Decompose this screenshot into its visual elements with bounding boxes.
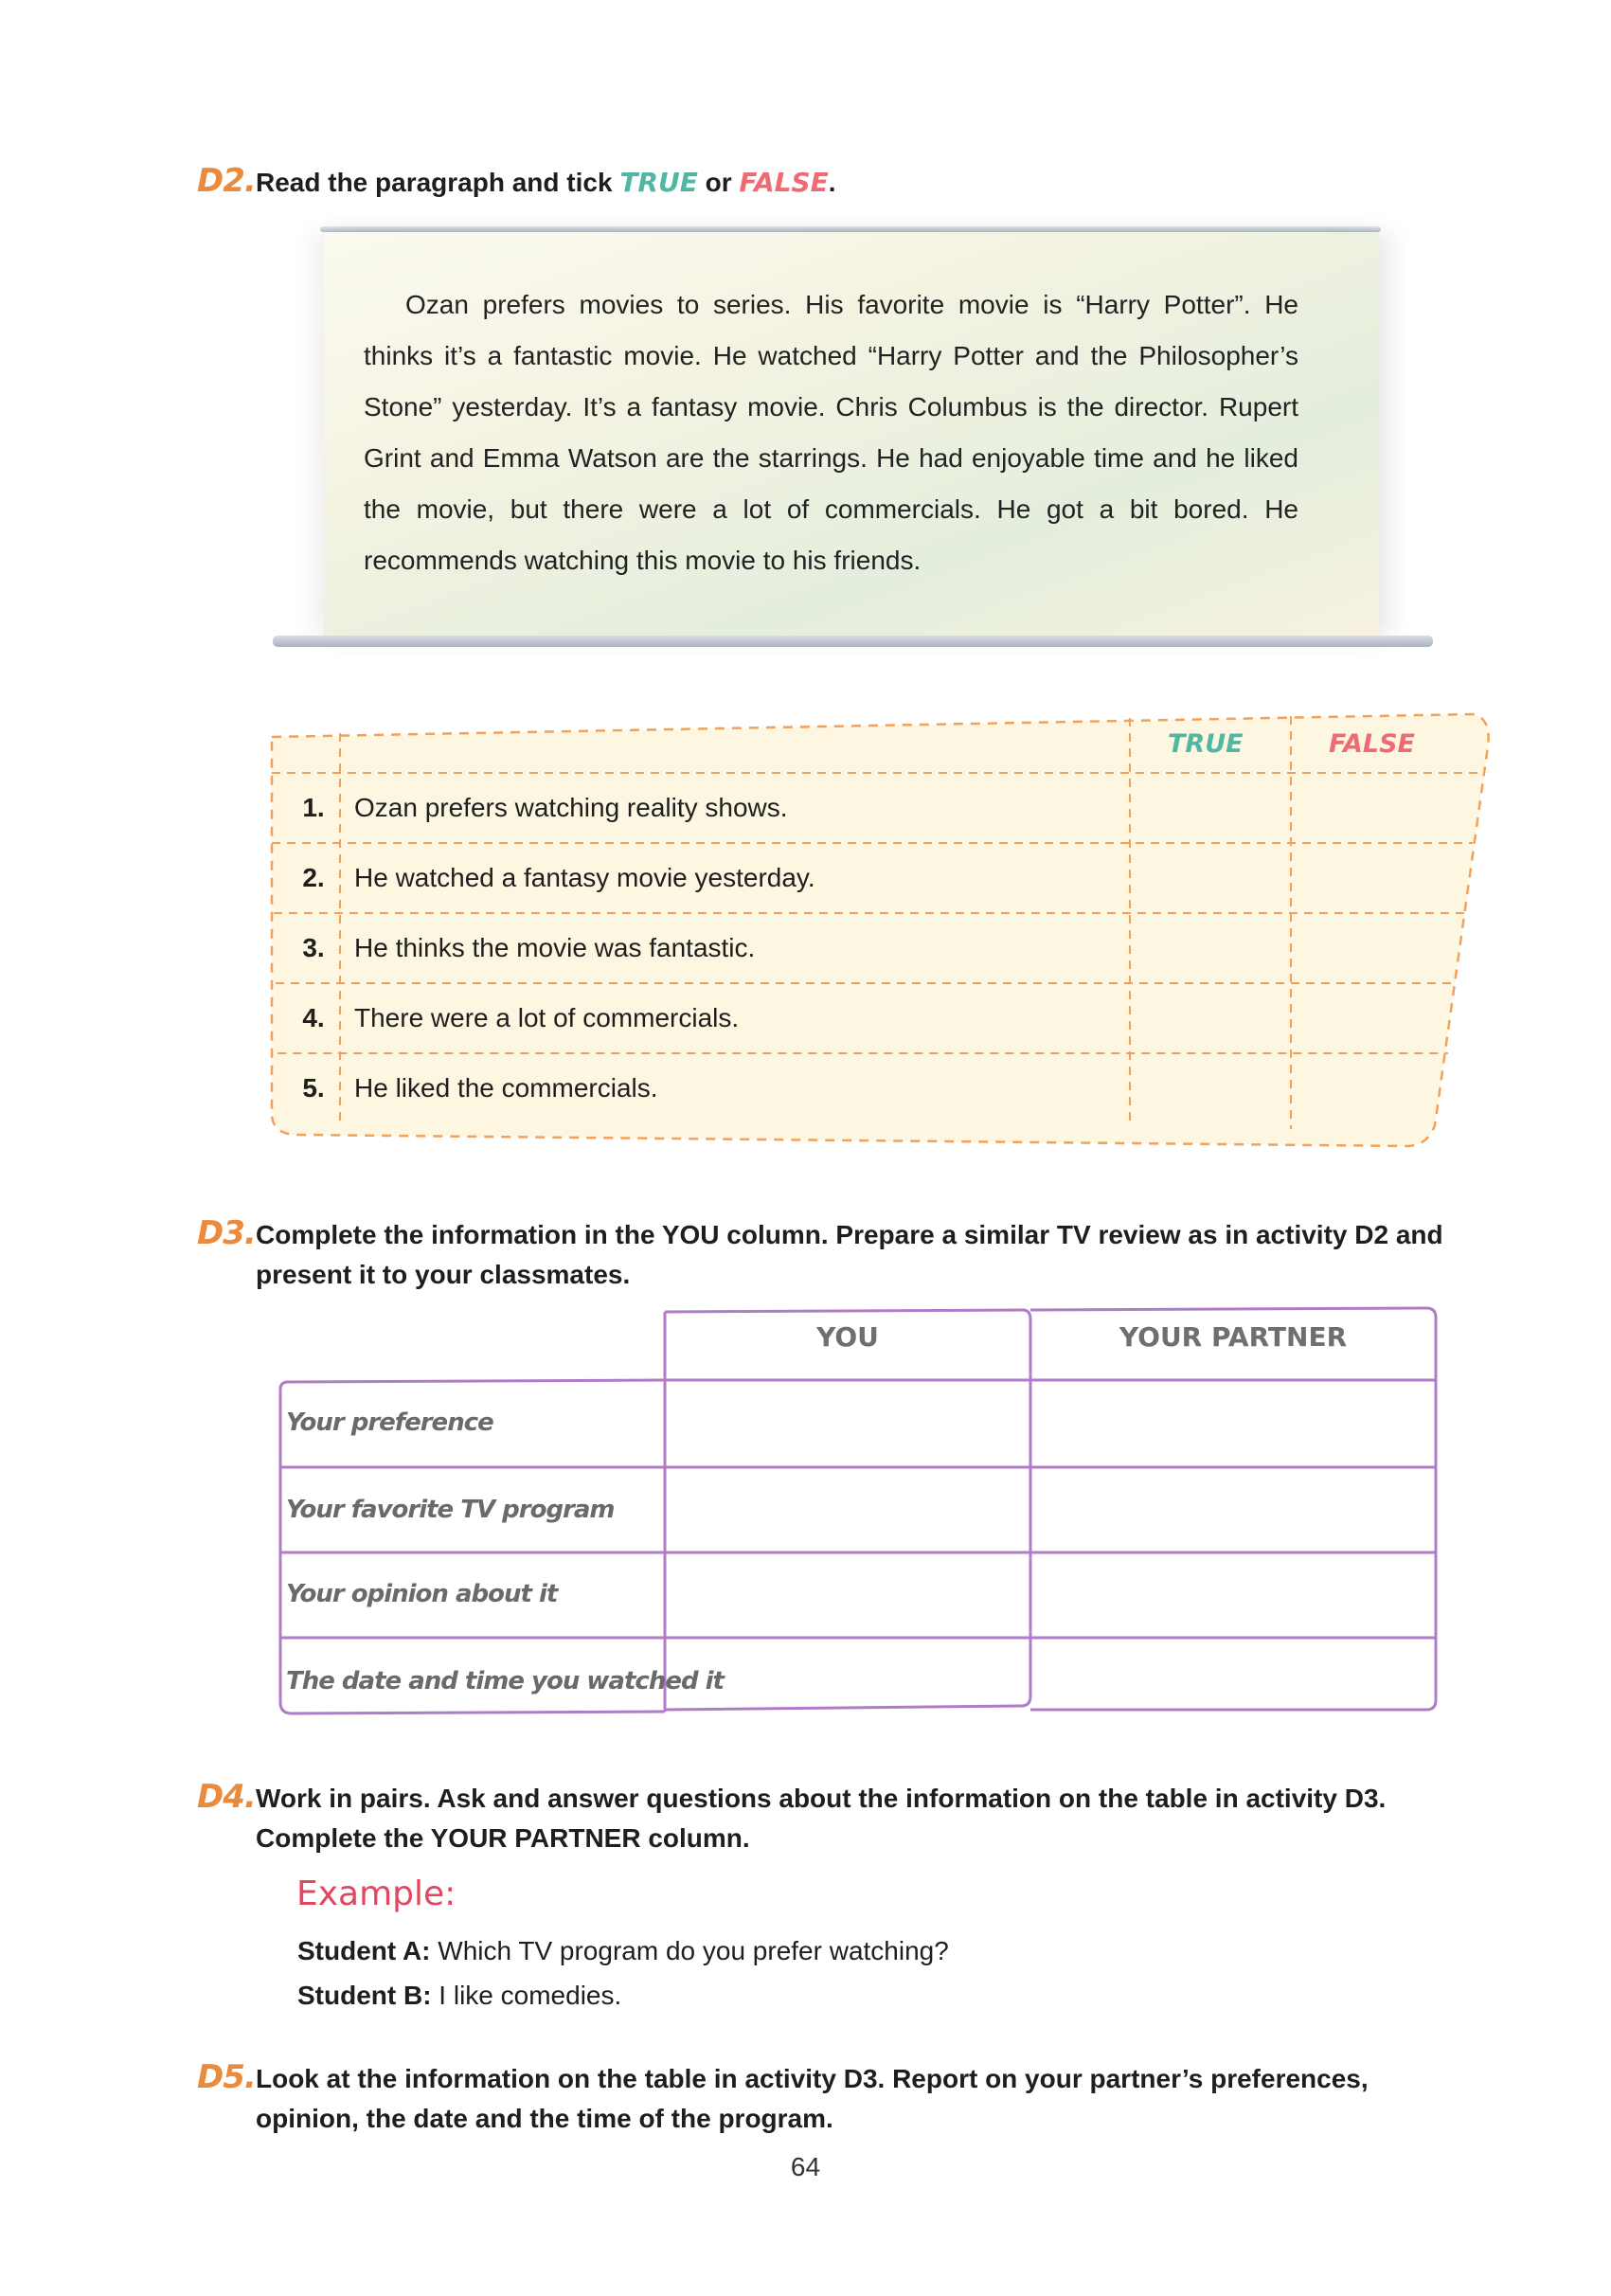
- d2-instruction-or: or: [697, 168, 740, 197]
- true-word: TRUE: [619, 167, 698, 198]
- review-table: [275, 1300, 1449, 1727]
- true-column-header: TRUE: [1168, 729, 1244, 759]
- example-title: Example:: [296, 1874, 456, 1913]
- d3-instruction: Complete the information in the YOU column. Prepare a similar TV review as in activity D2 and present it to your classmates.: [256, 1220, 1443, 1289]
- you-cell-opinion[interactable]: [669, 1556, 1027, 1634]
- d2-instruction-end: .: [828, 168, 836, 197]
- dialog-line-b: [297, 1977, 621, 2015]
- false-word: FALSE: [739, 167, 829, 198]
- row-number: 4.: [302, 1003, 325, 1032]
- row-label-opinion: Your opinion about it: [286, 1580, 558, 1608]
- row-number: 3.: [302, 933, 325, 962]
- d2-number: D2.: [197, 162, 256, 200]
- d2-instruction-text: Read the paragraph and tick: [256, 168, 620, 197]
- d2-heading: [197, 163, 1466, 203]
- line-b: I like comedies.: [431, 1981, 622, 2010]
- false-tick-cell[interactable]: [1296, 852, 1447, 906]
- d5-heading: [197, 2059, 1466, 2139]
- partner-cell-favorite-program[interactable]: [1034, 1471, 1432, 1549]
- d3-heading: [197, 1215, 1466, 1295]
- row-number: 5.: [302, 1073, 325, 1103]
- d5-instruction: Look at the information on the table in activity D3. Report on your partner’s preferences, opinion, the date and the time of the program.: [256, 2064, 1369, 2133]
- speaker-b: Student B:: [297, 1981, 432, 2010]
- true-false-table: [260, 690, 1501, 1163]
- table-row: [260, 985, 1501, 1051]
- d5-number: D5.: [197, 2058, 256, 2096]
- you-cell-favorite-program[interactable]: [669, 1471, 1027, 1549]
- table-row: [260, 775, 1501, 841]
- row-label-preference: Your preference: [286, 1408, 493, 1437]
- d4-heading: [197, 1779, 1466, 1858]
- partner-column-header: YOUR PARTNER: [1119, 1321, 1348, 1353]
- row-statement: Ozan prefers watching reality shows.: [354, 793, 788, 822]
- row-statement: He watched a fantasy movie yesterday.: [354, 863, 815, 892]
- board-bottom-rail: [273, 636, 1433, 647]
- speaker-a: Student A:: [297, 1936, 431, 1965]
- partner-cell-date-time[interactable]: [1034, 1641, 1432, 1706]
- d2-instruction: [197, 163, 1466, 203]
- true-tick-cell[interactable]: [1135, 993, 1286, 1046]
- true-tick-cell[interactable]: [1135, 1063, 1286, 1116]
- row-label-favorite-program: Your favorite TV program: [286, 1496, 615, 1524]
- table-row: [260, 1055, 1501, 1121]
- false-column-header: FALSE: [1329, 729, 1415, 759]
- partner-cell-opinion[interactable]: [1034, 1556, 1432, 1634]
- d4-number: D4.: [197, 1778, 256, 1816]
- table-row: [260, 915, 1501, 981]
- partner-cell-preference[interactable]: [1034, 1384, 1432, 1463]
- true-tick-cell[interactable]: [1135, 923, 1286, 976]
- dialog-line-a: [297, 1932, 949, 1970]
- you-column-header: YOU: [816, 1321, 879, 1353]
- page-number: 64: [790, 2152, 821, 2181]
- row-statement: He liked the commercials.: [354, 1073, 658, 1103]
- true-tick-cell[interactable]: [1135, 852, 1286, 906]
- d3-number: D3.: [197, 1214, 256, 1252]
- you-cell-date-time[interactable]: [669, 1641, 1027, 1706]
- row-number: 2.: [302, 863, 325, 892]
- true-tick-cell[interactable]: [1135, 782, 1286, 835]
- row-label-date-time: The date and time you watched it: [286, 1667, 724, 1695]
- table-row: [260, 845, 1501, 911]
- false-tick-cell[interactable]: [1296, 923, 1447, 976]
- false-tick-cell[interactable]: [1296, 782, 1447, 835]
- row-statement: He thinks the movie was fantastic.: [354, 933, 756, 962]
- row-statement: There were a lot of commercials.: [354, 1003, 740, 1032]
- line-a: Which TV program do you prefer watching?: [430, 1936, 949, 1965]
- row-number: 1.: [302, 793, 325, 822]
- reading-paragraph: Ozan prefers movies to series. His favorite movie is “Harry Potter”. He thinks it’s a fantastic movie. He watched “Harry Potter and the Philosopher’s Stone” yesterday. It’s a fantasy movie. Chris Columbus is the director. Rupert Grint and Emma Watson are the starrings. He had enjoyable time and he liked the movie, but there were a lot of commercials. He got a bit bored. He recommends watching this movie to his friends.: [364, 290, 1298, 575]
- false-tick-cell[interactable]: [1296, 993, 1447, 1046]
- d4-instruction: Work in pairs. Ask and answer questions about the information on the table in activity D3. Complete the YOUR PARTNER column.: [256, 1784, 1387, 1853]
- false-tick-cell[interactable]: [1296, 1063, 1447, 1116]
- you-cell-preference[interactable]: [669, 1384, 1027, 1463]
